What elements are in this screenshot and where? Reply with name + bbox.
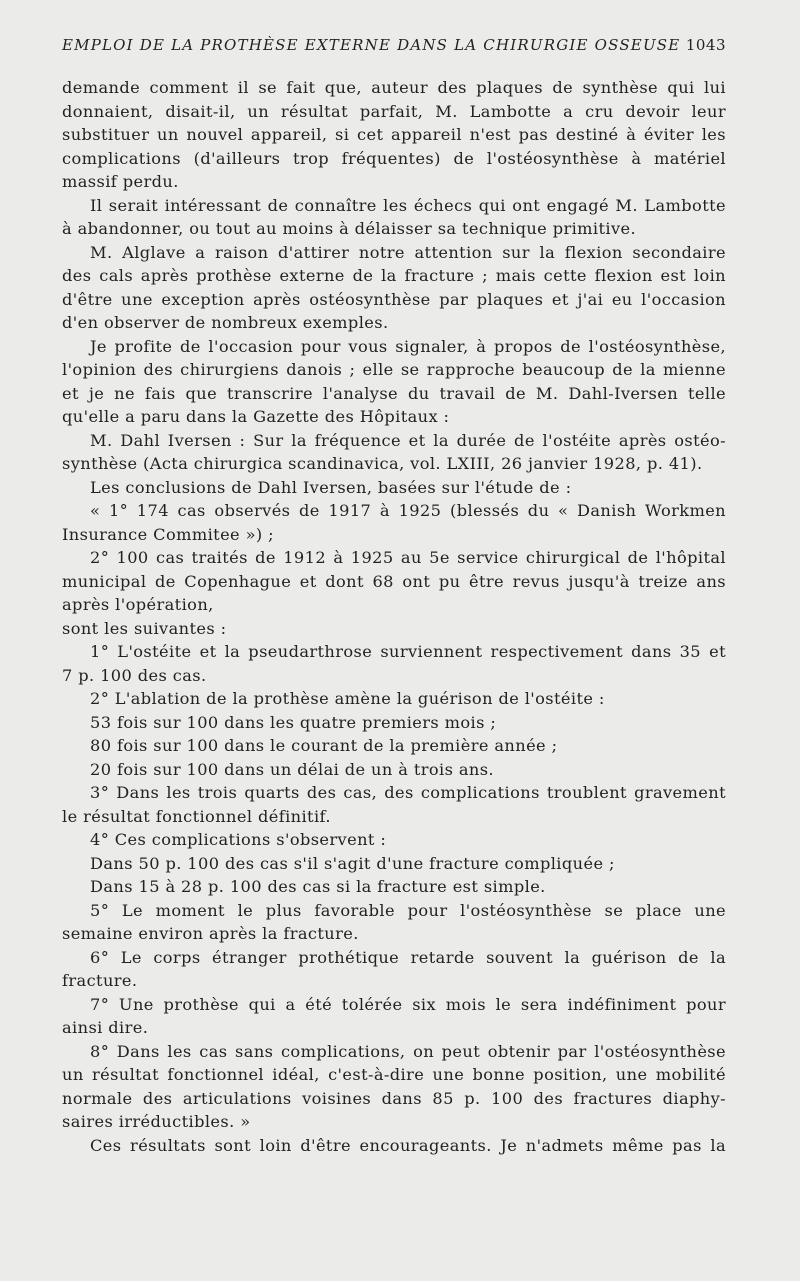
text-line: Il serait intéressant de connaître les échecs qui ont engagé M. Lambotte — [90, 195, 726, 215]
text-line: complications (d'ailleurs trop fréquentes) de l'ostéosynthèse à matériel — [62, 148, 726, 168]
text-line: synthèse (Acta chirurgica scandinavica, vol. LXIII, 26 janvier 1928, p. 41). — [62, 454, 703, 473]
text-line: sont les suivantes : — [62, 618, 227, 638]
text-line: Je profite de l'occasion pour vous signaler, à propos de l'ostéosynthèse, — [90, 336, 726, 356]
text-line: 8° Dans les cas sans complications, on peut obtenir par l'ostéosynthèse — [90, 1041, 726, 1061]
text-line: 80 fois sur 100 dans le courant de la première année ; — [90, 736, 558, 755]
page-number: 1043 — [685, 36, 726, 54]
text-line: 2° 100 cas traités de 1912 à 1925 au 5e service chirurgical de l'hôpital — [90, 548, 726, 567]
text-line: normale des articulations voisines dans 85 p. 100 des fractures diaphy- — [62, 1088, 726, 1108]
text-line: massif perdu. — [62, 172, 179, 191]
text-line: 6° Le corps étranger prothétique retarde souvent la guérison de la — [90, 947, 726, 967]
text-line: ainsi dire. — [62, 1018, 149, 1037]
text-line: municipal de Copenhague et dont 68 ont pu être revus jusqu'à treize ans — [62, 571, 726, 591]
article-body — [62, 76, 726, 1157]
text-line: 2° L'ablation de la prothèse amène la guérison de l'ostéite : — [90, 689, 605, 708]
text-line: et je ne fais que transcrire l'analyse du travail de M. Dahl-Iversen telle — [62, 383, 726, 403]
text-line: 4° Ces complications s'observent : — [90, 830, 387, 849]
text-line: d'être une exception après ostéosynthèse par plaques et j'ai eu l'occasion — [62, 289, 726, 309]
text-line: 53 fois sur 100 dans les quatre premiers mois ; — [90, 712, 497, 732]
text-line: des cals après prothèse externe de la fracture ; mais cette flexion est loin — [62, 266, 726, 285]
text-line: 7° Une prothèse qui a été tolérée six mois le sera indéfiniment pour — [90, 994, 726, 1014]
text-line: fracture. — [62, 971, 138, 990]
text-line: 1° L'ostéite et la pseudarthrose surviennent respectivement dans 35 et — [90, 642, 726, 661]
text-line: Dans 50 p. 100 des cas s'il s'agit d'une fracture compliquée ; — [90, 853, 615, 873]
text-line: l'opinion des chirurgiens danois ; elle se rapproche beaucoup de la mienne — [62, 360, 726, 379]
text-line: 5° Le moment le plus favorable pour l'ostéosynthèse se place une — [90, 900, 726, 920]
text-line: qu'elle a paru dans la Gazette des Hôpitaux : — [62, 407, 450, 426]
text-line: d'en observer de nombreux exemples. — [62, 313, 389, 332]
text-line: Ces résultats sont loin d'être encourageants. Je n'admets même pas la — [90, 1135, 726, 1155]
text-line: donnaient, disait-il, un résultat parfait, M. Lambotte a cru devoir leur — [62, 101, 726, 121]
text-line: « 1° 174 cas observés de 1917 à 1925 (blessés du « Danish Workmen — [90, 501, 726, 520]
text-line: après l'opération, — [62, 595, 214, 614]
text-line: semaine environ après la fracture. — [62, 924, 359, 943]
text-line: demande comment il se fait que, auteur des plaques de synthèse qui lui — [62, 78, 726, 97]
text-line: le résultat fonctionnel définitif. — [62, 806, 331, 826]
text-line: substituer un nouvel appareil, si cet appareil n'est pas destiné à éviter les — [62, 125, 726, 144]
text-line: Insurance Commitee ») ; — [62, 524, 274, 544]
text-line: M. Alglave a raison d'attirer notre attention sur la flexion secondaire — [90, 242, 726, 262]
text-line: 7 p. 100 des cas. — [62, 665, 207, 685]
text-line: un résultat fonctionnel idéal, c'est-à-dire une bonne position, une mobilité — [62, 1065, 726, 1084]
running-title: EMPLOI DE LA PROTHÈSE EXTERNE DANS LA CHIRURGIE OSSEUSE — [62, 36, 681, 54]
text-line: 20 fois sur 100 dans un délai de un à trois ans. — [90, 759, 494, 779]
text-line: saires irréductibles. » — [62, 1112, 251, 1131]
text-line: à abandonner, ou tout au moins à délaisser sa technique primitive. — [62, 219, 637, 238]
running-header — [62, 36, 726, 54]
text-line: M. Dahl Iversen : Sur la fréquence et la durée de l'ostéite après ostéo- — [90, 430, 726, 450]
text-line: Dans 15 à 28 p. 100 des cas si la fracture est simple. — [90, 877, 546, 896]
text-line: 3° Dans les trois quarts des cas, des complications troublent gravement — [90, 783, 726, 802]
text-line: Les conclusions de Dahl Iversen, basées sur l'étude de : — [90, 477, 572, 497]
